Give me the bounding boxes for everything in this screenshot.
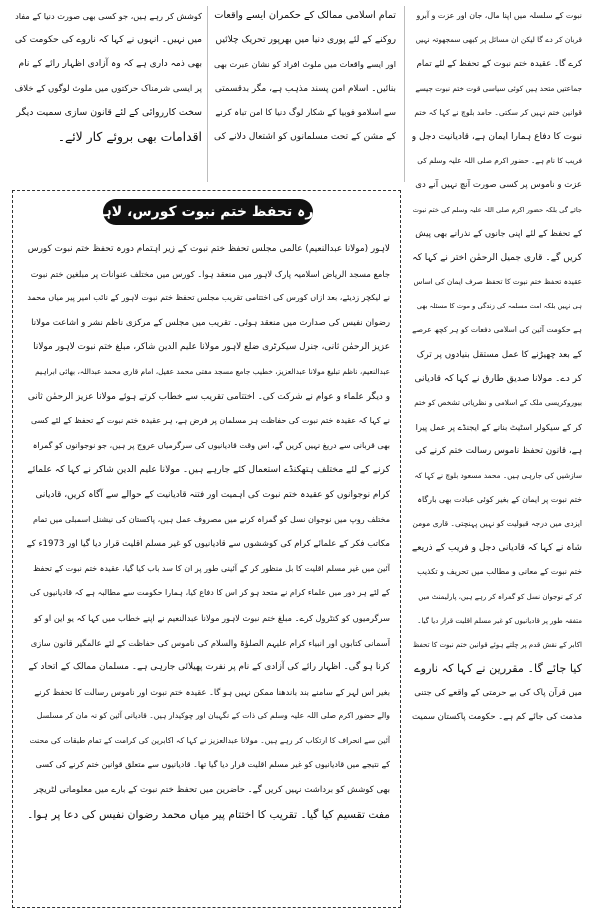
text-line: ایزدی میں درجہ قبولیت کو نہیں پہنچتی۔ قاری مومن bbox=[412, 518, 582, 528]
article-line: کرام نوجوانوں کو عقیدہ ختم نبوت کی اہمیت اور فتنہ قادیانیت کے حوالے سے آگاہ کریں، قادیانی bbox=[35, 489, 390, 500]
text-line: جائے گی بلکہ حضور اکرم صلی اللہ علیہ وسلم کی ختم نبوت bbox=[412, 205, 582, 214]
text-line: سے اسلامو فوبیا کے شکار لوگ دنیا کا امن تباہ کرنے bbox=[215, 107, 396, 118]
text-line: کر دے۔ مولانا صدیق طارق نے کہا کہ قادیانی bbox=[414, 373, 582, 384]
text-line: میں قرآن پاک کی بے حرمتی کے واقعے کی جتنی bbox=[414, 688, 582, 699]
text-line: اکابر کے نقش قدم پر چلتے ہوئے قوانین ختم نبوت کا تحفظ bbox=[412, 640, 582, 649]
article-headline: دورہ تحفظ ختم نبوت کورس، لاہور bbox=[86, 204, 330, 220]
text-line: جماعتیں متحد ہیں کوئی سیاسی قوت ختم نبوت جیسے bbox=[415, 83, 582, 93]
article-line: مختلف روپ میں نوجوان نسل کو گمراہ کرنے میں مصروف عمل ہیں، پاکستان کی نیشنل اسمبلی میں تمام bbox=[32, 514, 390, 524]
article-line: نے کہا کہ عقیدہ ختم نبوت کی حفاظت ہر مسلمان پر فرض ہے، ہر عقیدہ ختم نبوت کے تحفظ کے لئے کسی bbox=[31, 416, 390, 426]
text-line: مذمت کی جائے کم ہے۔ حکومت پاکستان سمیت bbox=[412, 712, 582, 723]
text-line: میں نہیں۔ انہوں نے کہا کہ ناروے کی حکومت کی bbox=[14, 35, 202, 46]
column-middle bbox=[213, 4, 396, 149]
article-line: نے لیکچر زدیئے، بعد ازاں کورس کی اختتامی تقریب مجلس تحفظ ختم نبوت لاہور کے نائب امیر پیر میاں محمد bbox=[27, 293, 390, 303]
text-line: ہے حکومت آئین کی اسلامی دفعات کو ہر کچھ عرصے bbox=[412, 325, 582, 335]
article-line: عبدالنعیم، ناظم تبلیغ مولانا عبدالعزیز، خطیب جامع مسجد مفتی محمد عقیل، امام قاری محمد عبداللہ، بھائی ابراہیم bbox=[35, 366, 390, 376]
article-line: بھی قربانی سے دریغ نہیں کریں گے، اس وقت قادیانیوں کی سرگرمیاں عروج پر ہیں، جو نوجوانوں کو گمراہ bbox=[32, 440, 390, 450]
article-line: کرنے کے لئے مختلف ہتھکنڈے استعمال کئے جارہے ہیں۔ مولانا علیم الدین شاکر نے کہا کہ علمائے bbox=[27, 464, 390, 476]
boxed-article bbox=[12, 190, 401, 908]
text-line: نبوت کے سلسلہ میں اپنا مال، جان اور عزت و آبرو bbox=[416, 11, 582, 20]
text-line: قوانین ختم نہیں کر سکتی۔ حامد بلوچ نے کہا کہ ختم bbox=[414, 107, 582, 117]
text-line: کوشش کر رہے ہیں، جو کسی بھی صورت دنیا کے مفاد bbox=[15, 11, 202, 21]
text-line: روکنے کے لئے پوری دنیا میں بھرپور تحریک چلائیں bbox=[215, 35, 396, 46]
text-line: کر کے نوجوان نسل کو گمراہ کر رہے ہیں، پارلیمنٹ میں bbox=[418, 592, 582, 601]
article-headline-banner bbox=[86, 199, 330, 225]
text-line: فریب کا نام ہے۔ حضور اکرم صلی اللہ علیہ وسلم کی bbox=[417, 156, 582, 166]
article-line: سرگرمیوں کو کنٹرول کرے۔ مبلغ ختم نبوت لاہور مولانا عبدالنعیم نے اپنے خطاب میں کہا کہ یو این او کو bbox=[34, 612, 390, 623]
article-line: جامع مسجد الریاض اسلامیہ پارک لاہور میں منعقد ہوا۔ کورس میں مختلف عنوانات پر مبلغین ختم نبوت bbox=[30, 268, 390, 279]
article-line: عزیز الرحمٰن ثانی، جنرل سیکرٹری ضلع لاہور مولانا علیم الدین شاکر، مبلغ ختم نبوت لاہور مولانا bbox=[33, 342, 390, 353]
text-line: کیا جائے گا۔ مقررین نے کہا کہ ناروے bbox=[414, 662, 582, 676]
article-line: آئین میں غیر مسلم اقلیت کا بل منظور کر کے آئینی طور پر ان کا سد باب کیا گیا، عقیدہ ختم نبوت کے تحفظ bbox=[32, 563, 390, 573]
article-body bbox=[25, 237, 390, 827]
text-line: متفقہ طور پر قادیانیوں کو غیر مسلم اقلیت قرار دیا گیا۔ bbox=[417, 616, 582, 625]
article-line: کے نتیجے میں قادیانیوں کو غیر مسلم اقلیت قرار دیا گیا تھا۔ قادیانیوں سے متعلق قوانین ختم کرنے کی کسی bbox=[35, 760, 390, 770]
text-line: سخت کارروائی کے لئے قانون سازی سمیت دیگر bbox=[16, 106, 202, 118]
text-line: کے بعد چھیڑنے کا عمل مستقل بنیادوں پر ترک bbox=[416, 349, 582, 360]
text-line: ہی نہیں بلکہ امت مسلمہ کی زندگی و موت کا مسئلہ بھی bbox=[416, 302, 582, 311]
article-line: و دیگر علماء و عوام نے شرکت کی۔ اختتامی تقریب سے خطاب کرتے ہوئے مولانا عزیز الرحمٰن ثانی bbox=[27, 391, 390, 402]
text-line: کر کے سیکولر اسٹیٹ بنانے کے ایجنڈے پر عمل پیرا bbox=[415, 422, 582, 433]
article-line: بغیر اس لہر کے سامنے بند باندھنا ممکن نہیں ہو گا۔ عقیدہ ختم نبوت اور ناموس رسالت کا تحفظ کرنے bbox=[34, 686, 390, 697]
text-line: ختم نبوت پر ایمان کے بغیر کوئی عبادت بھی بارگاہ bbox=[417, 494, 582, 504]
text-line: ختم نبوت کے معانی و مطالب میں تحریف و تکذیب bbox=[417, 567, 582, 577]
column-divider bbox=[207, 6, 208, 182]
text-line: کے مشن کے تحت مسلمانوں کو اشتعال دلانے کی bbox=[214, 131, 396, 142]
text-line: تمام اسلامی ممالک کے حکمران ایسے واقعات bbox=[214, 10, 396, 21]
article-line: بھی کوشش کو برداشت نہیں کریں گے۔ حاضرین میں تحفظ ختم نبوت کے بارے میں معلوماتی لٹریچر bbox=[33, 785, 390, 796]
article-line: لاہور (مولانا عبدالنعیم) عالمی مجلس تحفظ ختم نبوت کے زیر اہتمام دورہ تحفظ ختم نبوت کورس bbox=[27, 244, 390, 254]
text-line: قربان کر دے گا لیکن ان مسائل پر کبھی سمجھوتہ نہیں bbox=[415, 35, 582, 45]
text-line: اور ایسے واقعات میں ملوث افراد کو نشان عبرت بھی bbox=[214, 59, 396, 70]
text-line: پر ایسی شرمناک حرکتوں میں ملوث لوگوں کے خلاف bbox=[14, 83, 202, 94]
article-line: کرنا ہو گی۔ اظہار رائے کی آزادی کے نام پر نفرت پھیلائی جارہی ہے۔ مسلمان ممالک کے اتحاد کے bbox=[28, 662, 390, 673]
text-line: عقیدہ تحفظ ختم نبوت کا تحفظ صرف ایمان کی اساس bbox=[413, 277, 582, 287]
text-line: عزت و ناموس پر کسی صورت آنچ نہیں آنے دی bbox=[415, 180, 582, 191]
text-line: شاہ نے کہا کہ قادیانی دجل و فریب کے ذریعے bbox=[412, 543, 582, 554]
article-line: والے حضور اکرم صلی اللہ علیہ وسلم کی ذات کے نگہبان اور چوکیدار ہیں۔ قادیانی آئین کو نہ مان کر مسلسل bbox=[36, 711, 390, 721]
article-line: مفت تقسیم کیا گیا۔ تقریب کا اختتام پیر میاں محمد رضوان نفیس کی دعا پر ہوا۔ bbox=[27, 807, 390, 821]
text-line: سازشیں کی جارہی ہیں۔ محمد مسعود بلوچ نے کہا کہ bbox=[414, 470, 582, 480]
text-line: نبوت کا دفاع ہمارا ایمان ہے، قادیانیت دجل و bbox=[412, 131, 582, 142]
text-line: ہے، قانون تحفظ ناموس رسالت ختم کرنے کی bbox=[415, 446, 582, 457]
article-line: کے لئے ہر دور میں علماء کرام نے متحد ہو کر اس کا دفاع کیا، ہمارا حکومت سے مطالبہ ہے کہ قادیانیوں کی bbox=[29, 588, 390, 598]
article-line: آسمانی کتابوں اور انبیاء کرام علیہم الصلوٰۃ والسلام کی ناموس کی حفاظت کے لئے عالمگیر قانون سازی bbox=[30, 637, 390, 648]
column-divider bbox=[404, 6, 405, 182]
column-left bbox=[14, 4, 202, 149]
article-line: مکاتب فکر کے علمائے کرام کی کوششوں سے قادیانیوں کو غیر مسلم اقلیت قرار دیا گیا اور 1973ء کے bbox=[26, 539, 390, 550]
text-line: بنائیں۔ اسلام امن پسند مذہب ہے، مگر بدقسمتی bbox=[214, 83, 396, 94]
text-line: کریں گے۔ قاری جمیل الرحمٰن اختر نے کہا کہ bbox=[412, 252, 582, 263]
text-line: بیوروکریسی ملک کے اسلامی و نظریاتی تشخص کو ختم bbox=[414, 398, 582, 407]
text-line: کرے گا۔ عقیدہ ختم نبوت کے تحفظ کے لئے تمام bbox=[416, 59, 582, 70]
text-line: بھی ذمہ داری ہے کہ وہ آزادی اظہار رائے کے نام bbox=[18, 59, 202, 70]
text-line: کے تحفظ کے لئے اپنی جانوں کے نذرانے بھی پیش bbox=[415, 228, 582, 239]
text-line: اقدامات بھی بروئے کار لائے۔ bbox=[57, 128, 202, 144]
column-right bbox=[412, 4, 582, 730]
article-line: رضوان نفیس کی صدارت میں منعقد ہوئی۔ تقریب میں مجلس کے مرکزی ناظم نشر و اشاعت مولانا bbox=[31, 317, 390, 328]
article-line: آئین سے انحراف کا ارتکاب کر رہے ہیں۔ مولانا عبدالعزیز نے کہا کہ اکابرین کی کرامت کے تمام طبقات کی محنت bbox=[29, 735, 390, 745]
